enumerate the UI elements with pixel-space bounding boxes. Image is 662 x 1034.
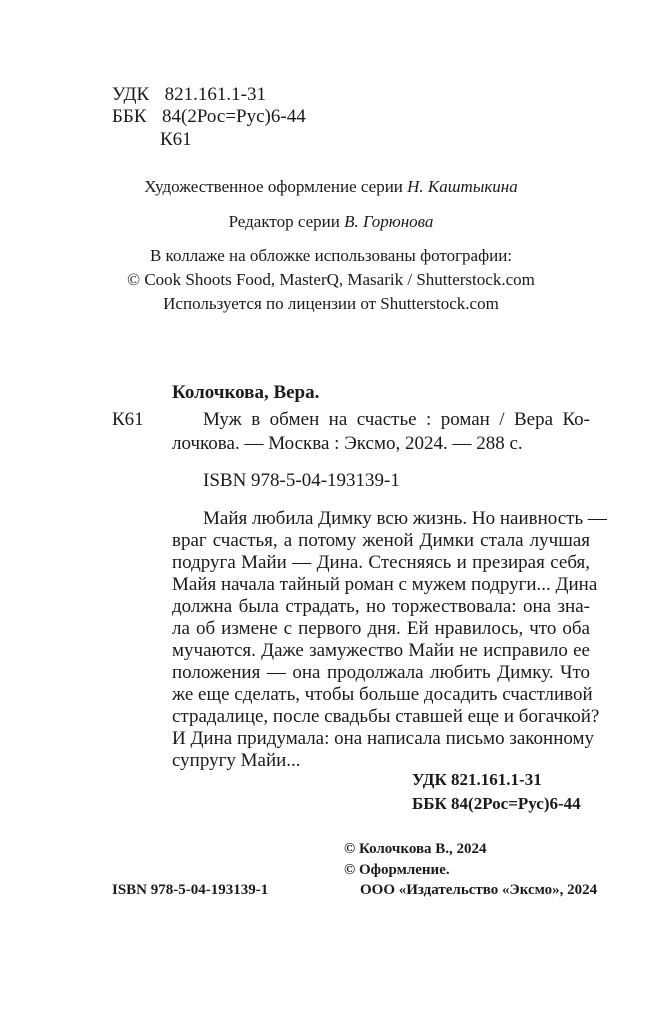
- annotation-line: Майя любила Димку всю жизнь. Но наивность —: [203, 508, 607, 529]
- annotation-line: мучаются. Даже замужество Майи не исправило ее: [172, 640, 590, 661]
- annotation-line: положения — она продолжала любить Димку. Что: [172, 662, 590, 683]
- author-mark: К61: [160, 129, 192, 150]
- annotation-line: должна была страдать, но торжествовала: она зна-: [172, 596, 590, 617]
- copyright-author: © Колочкова В., 2024: [344, 841, 487, 857]
- catalog-mark: К61: [112, 409, 144, 430]
- photos-credit-line1: В коллаже на обложке использованы фотографии:: [149, 246, 513, 265]
- classification-udk: УДК 821.161.1-31: [412, 770, 542, 789]
- udk-line: [112, 84, 266, 106]
- annotation-line: ла об измене с первого дня. Ей нравилось, что оба: [172, 618, 590, 639]
- art-design-credit: [0, 177, 662, 197]
- copyright-isbn: ISBN 978-5-04-193139-1: [112, 882, 269, 898]
- annotation-line: страдалице, после свадьбы ставшей еще и богачкой?: [172, 706, 600, 727]
- copyright-publisher: ООО «Издательство «Эксмо», 2024: [360, 882, 598, 898]
- art-design-text: Художественное оформление серии: [144, 177, 408, 196]
- udk-value: 821.161.1-31: [164, 84, 266, 105]
- editor-credit: [0, 212, 662, 232]
- catalog-isbn: ISBN 978-5-04-193139-1: [203, 470, 400, 491]
- catalog-author: Колочкова, Вера.: [172, 382, 320, 403]
- bbk-label: ББК: [112, 106, 147, 127]
- editor-name: В. Горюнова: [344, 212, 434, 231]
- annotation-line: Майя начала тайный роман с мужем подруги... Дина: [172, 574, 598, 595]
- annotation-line: же еще сделать, чтобы больше досадить счастливой: [172, 684, 593, 705]
- catalog-title-line1: Муж в обмен на счастье : роман / Вера Ко-: [203, 409, 590, 430]
- annotation-line: И Дина придумала: она написала письмо законному: [172, 728, 595, 749]
- classification-bbk: ББК 84(2Рос=Рус)6-44: [412, 794, 581, 813]
- editor-text: Редактор серии: [228, 212, 345, 231]
- udk-label: УДК: [112, 84, 150, 105]
- annotation-line: супругу Майи...: [172, 750, 301, 771]
- bbk-value: 84(2Рос=Рус)6-44: [162, 106, 306, 127]
- photos-credit-line3: Используется по лицензии от Shutterstock.com: [163, 294, 499, 313]
- bbk-line: [112, 106, 306, 128]
- catalog-title-line2: лочкова. — Москва : Эксмо, 2024. — 288 с.: [172, 433, 523, 454]
- annotation-line: подруга Майи — Дина. Стесняясь и презирая себя,: [172, 552, 590, 573]
- art-design-name: Н. Каштыкина: [407, 177, 518, 196]
- copyright-design: © Оформление.: [344, 862, 450, 878]
- annotation-line: враг счастья, а потому женой Димки стала лучшая: [172, 530, 590, 551]
- photos-credit-line2: © Cook Shoots Food, MasterQ, Masarik / Shutterstock.com: [127, 270, 535, 289]
